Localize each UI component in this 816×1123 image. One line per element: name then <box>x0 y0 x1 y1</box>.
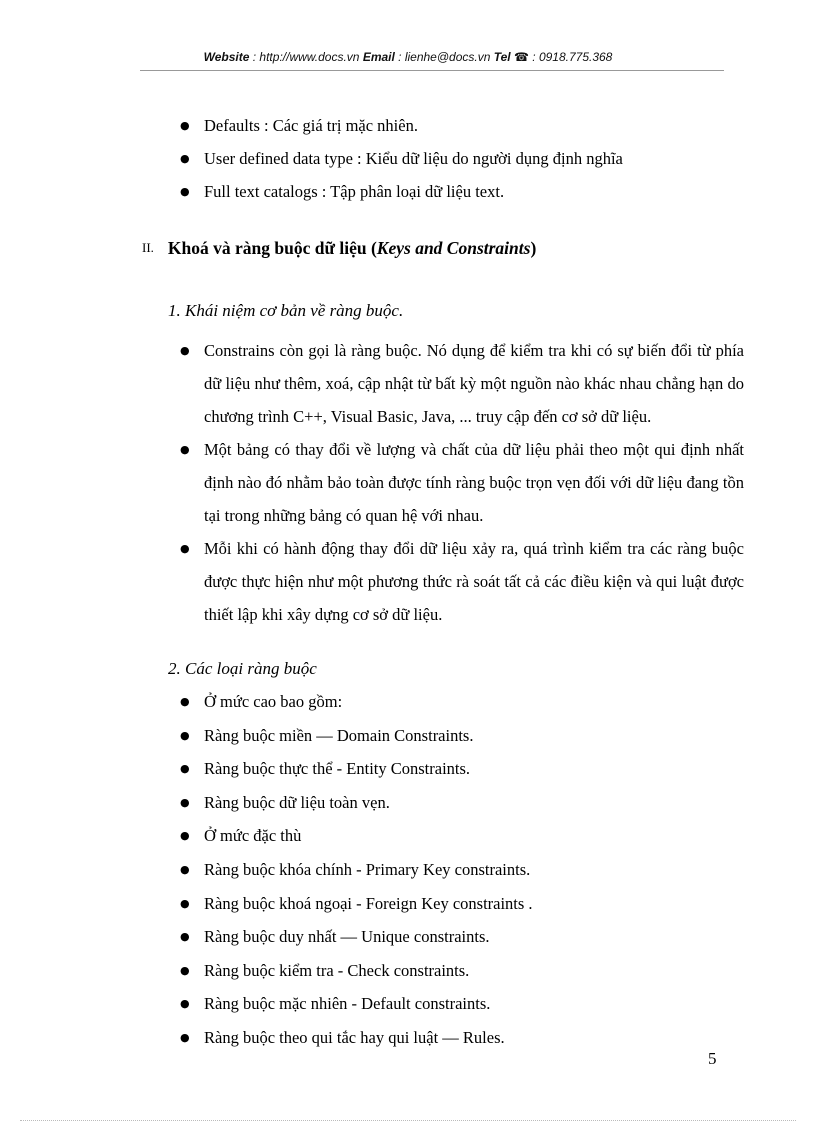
list-item: ● Defaults : Các giá trị mặc nhiên. <box>204 114 744 147</box>
section-title-english: Keys and Constraints <box>376 238 531 258</box>
tel-value: : 0918.775.368 <box>528 50 613 64</box>
header-divider <box>140 70 724 71</box>
concept-paragraph-list <box>204 334 744 631</box>
list-item: ● Ràng buộc thực thể - Entity Constraints. <box>204 754 744 788</box>
list-item: ● Ràng buộc mặc nhiên - Default constraints. <box>204 989 744 1023</box>
page-number: 5 <box>708 1049 717 1068</box>
constraint-type-list <box>204 687 744 1057</box>
list-item: ● Ở mức đặc thù <box>204 821 744 855</box>
paragraph-item: ● Một bảng có thay đổi về lượng và chất của dữ liệu phải theo một qui định nhất định nào đó nhằm bảo toàn được tính ràng buộc trọn vẹn đối với dữ liệu đang tồn tại trong những bảng có quan hệ với nhau. <box>204 433 744 532</box>
object-list <box>204 114 744 213</box>
paragraph-item: ● Mỗi khi có hành động thay đổi dữ liệu xảy ra, quá trình kiểm tra các ràng buộc được thực hiện như một phương thức rà soát tất cả các điều kiện và qui luật được thiết lập khi xây dựng cơ sở dữ liệu. <box>204 532 744 631</box>
list-item: ● Ở mức cao bao gồm: <box>204 687 744 721</box>
section-title-end: ) <box>530 238 537 258</box>
list-item: ● Ràng buộc dữ liệu toàn vẹn. <box>204 788 744 822</box>
subheading-basic-concepts: 1. Khái niệm cơ bản về ràng buộc. <box>168 301 404 320</box>
list-item: ● Ràng buộc miền — Domain Constraints. <box>204 721 744 755</box>
paragraph-item: ● Constrains còn gọi là ràng buộc. Nó dụng để kiểm tra khi có sự biến đổi từ phía dữ liệu như thêm, xoá, cập nhật từ bất kỳ một nguồn nào khác nhau chẳng hạn do chương trình C++, Visual Basic, Java, ... truy cập đến cơ sở dữ liệu. <box>204 334 744 433</box>
list-item: ● Ràng buộc khóa chính - Primary Key constraints. <box>204 855 744 889</box>
list-item: ● Ràng buộc duy nhất — Unique constraints. <box>204 922 744 956</box>
section-heading <box>142 238 536 259</box>
tel-label: Tel <box>493 50 511 64</box>
website-label: Website <box>203 50 250 64</box>
list-item: ● Ràng buộc theo qui tắc hay qui luật — Rules. <box>204 1023 744 1057</box>
list-item: ● User defined data type : Kiểu dữ liệu do người dụng định nghĩa <box>204 147 744 180</box>
email-value: : lienhe@docs.vn <box>394 50 494 64</box>
subheading-constraint-types: 2. Các loại ràng buộc <box>168 659 317 678</box>
page-header <box>0 50 816 64</box>
list-item: ● Ràng buộc kiểm tra - Check constraints. <box>204 956 744 990</box>
section-title: Khoá và ràng buộc dữ liệu ( <box>167 238 377 258</box>
list-item: ● Full text catalogs : Tập phân loại dữ liệu text. <box>204 180 744 213</box>
list-item: ● Ràng buộc khoá ngoại - Foreign Key constraints . <box>204 889 744 923</box>
footer-divider <box>20 1120 796 1121</box>
website-value: : http://www.docs.vn <box>249 50 363 64</box>
phone-icon: ☎ <box>513 50 529 64</box>
email-label: Email <box>362 50 395 64</box>
section-number: II. <box>142 240 154 255</box>
